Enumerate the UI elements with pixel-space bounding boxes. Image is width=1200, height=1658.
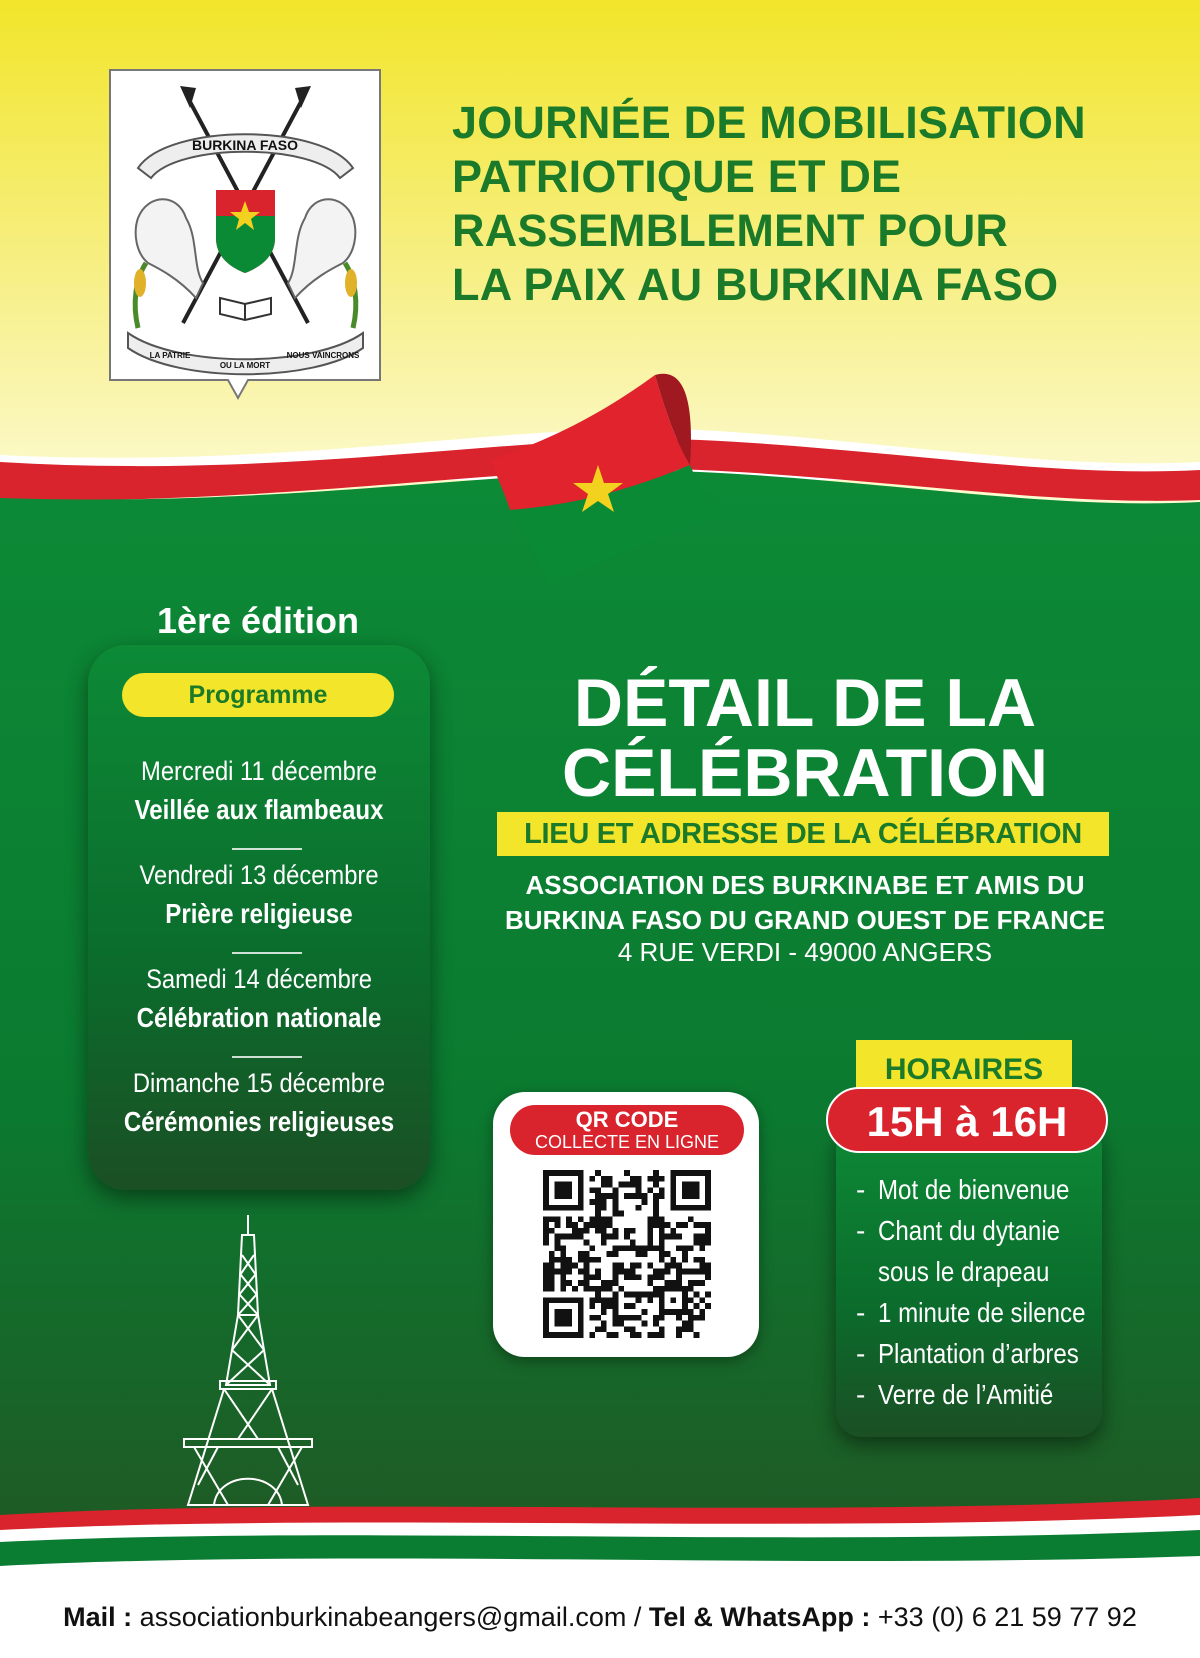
qr-label [510,1105,744,1155]
qr-code-icon[interactable] [543,1170,711,1338]
tel-label: Tel & WhatsApp : [648,1602,871,1632]
activity-item: - Chant du dytanie [856,1210,1116,1251]
venue-name [470,868,1140,938]
event-title-line: PATRIOTIQUE ET DE [452,151,902,202]
event-title-line: JOURNÉE DE MOBILISATION [452,97,1086,148]
venue-name-line: BURKINA FASO DU GRAND OUEST DE FRANCE [505,905,1105,935]
program-list [92,752,426,1168]
activity-item: - Plantation d’arbres [856,1333,1116,1374]
schedule-label: HORAIRES [856,1040,1072,1098]
program-item [92,752,426,856]
program-day: Samedi 14 décembre [146,964,372,994]
emblem-motto-right: NOUS VAINCRONS [286,351,360,360]
coat-of-arms-emblem [108,68,383,403]
phone-number-link[interactable]: +33 (0) 6 21 59 77 92 [877,1602,1137,1632]
eiffel-tower-icon [158,1215,338,1525]
activities-list [856,1169,1116,1415]
program-event: Prière religieuse [165,898,353,929]
activity-item: - Mot de bienvenue [856,1169,1116,1210]
venue-name-line: ASSOCIATION DES BURKINABE ET AMIS DU [525,870,1085,900]
activity-item: - 1 minute de silence [856,1292,1116,1333]
program-divider [232,848,302,850]
detail-title-line: DÉTAIL DE LA [573,665,1037,741]
emblem-motto-center: OU LA MORT [219,361,271,370]
detail-title-line: CÉLÉBRATION [561,735,1049,811]
edition-label: 1ère édition [156,600,360,641]
event-title [452,96,1152,312]
program-day: Dimanche 15 décembre [132,1068,386,1098]
program-divider [232,1056,302,1058]
emblem-motto-left: LA PATRIE [149,351,191,360]
schedule-time: 15H à 16H [826,1087,1108,1153]
mail-label: Mail : [63,1602,133,1632]
program-divider [232,952,302,954]
mail-address-link[interactable]: associationburkinabeangers@gmail.com [139,1602,627,1632]
event-title-line: LA PAIX AU BURKINA FASO [452,259,1059,310]
program-day: Vendredi 13 décembre [139,860,379,890]
program-label: Programme [122,673,394,717]
program-event: Cérémonies religieuses [123,1106,395,1137]
venue-label: LIEU ET ADRESSE DE LA CÉLÉBRATION [497,812,1109,856]
footer-separator: / [633,1602,642,1632]
activity-item: - Verre de l’Amitié [856,1374,1116,1415]
qr-title: QR CODE [575,1107,679,1132]
qr-subtitle: COLLECTE EN LIGNE [534,1132,720,1152]
venue-address: 4 RUE VERDI - 49000 ANGERS [617,937,993,967]
program-item [92,960,426,1064]
celebration-detail-title [470,665,1140,811]
emblem-banner-text: BURKINA FASO [191,137,299,153]
burkina-faso-flag [490,370,730,590]
program-item [92,856,426,960]
contact-footer [0,1596,1200,1638]
program-event: Veillée aux flambeaux [134,794,384,825]
program-event: Célébration nationale [136,1002,382,1033]
activity-item: sous le drapeau [878,1256,1050,1287]
event-title-line: RASSEMBLEMENT POUR [452,205,1009,256]
program-item [92,1064,426,1168]
program-day: Mercredi 11 décembre [141,756,377,786]
